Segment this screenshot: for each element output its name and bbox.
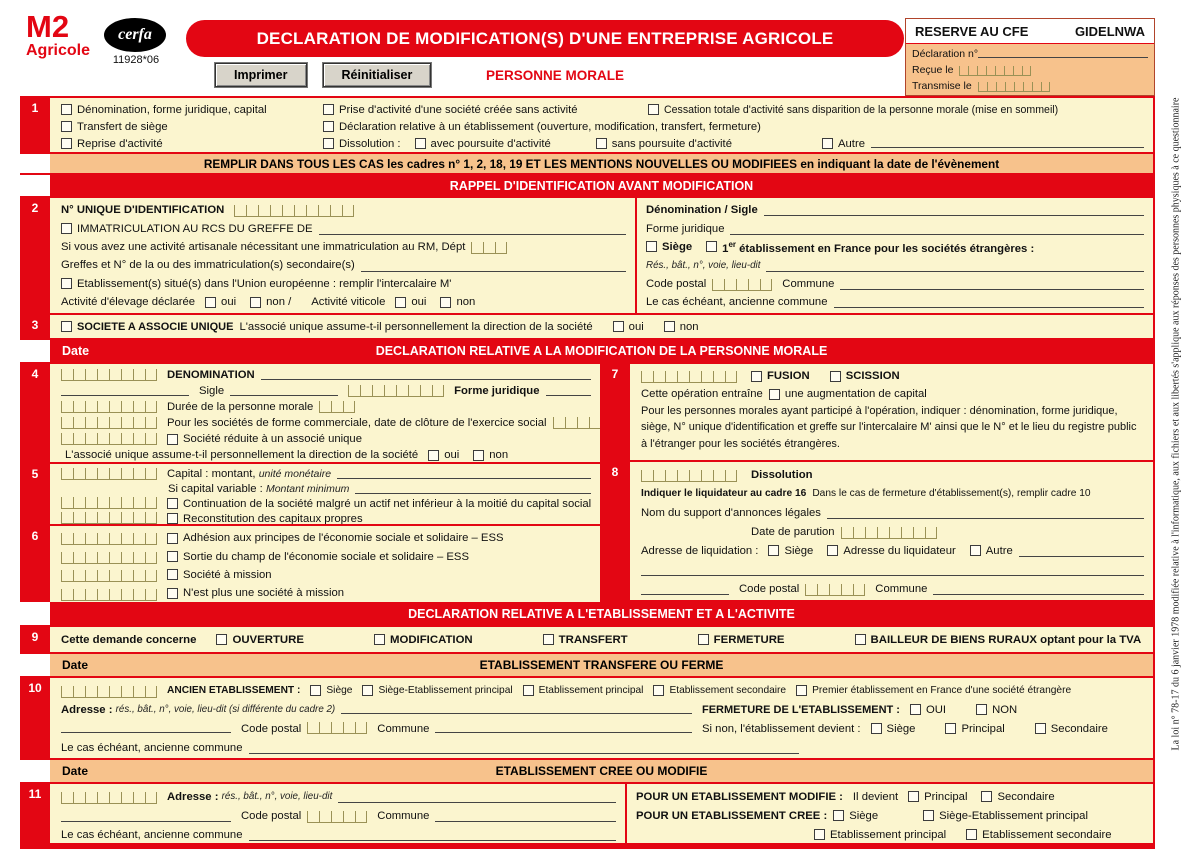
checkbox-viticole-oui[interactable]: [395, 297, 406, 308]
checkbox-declaration-etablissement[interactable]: [323, 121, 334, 132]
s11-date-comb[interactable]: [61, 792, 157, 804]
checkbox-s3-oui[interactable]: [613, 321, 624, 332]
denomination-field[interactable]: [261, 368, 591, 380]
liq-adresse-field[interactable]: [641, 564, 1144, 576]
s10-adresse-field[interactable]: [341, 702, 692, 714]
viticole-label: Activité viticole: [311, 296, 386, 309]
section-6-number: 6: [20, 526, 50, 602]
rcs-label: IMMATRICULATION AU RCS DU GREFFE DE: [77, 222, 313, 235]
checkbox-ancien-siege-ep[interactable]: [362, 685, 373, 696]
associe-unique-question: L'associé unique assume-t-il personnellement la direction de la société: [239, 320, 593, 333]
oui-label: OUI: [925, 703, 947, 716]
autre-label: Autre: [985, 544, 1013, 557]
checkbox-autre[interactable]: [822, 138, 833, 149]
section-6: [20, 524, 600, 602]
forme-juridique-label: Forme juridique: [454, 385, 540, 397]
s11-ancienne-commune-field[interactable]: [249, 829, 617, 841]
liquidateur-note: Dans le cas de fermeture d'établissement(s), remplir cadre 10: [812, 488, 1091, 499]
section-2-number: 2: [20, 198, 50, 313]
section-9-number: 9: [20, 627, 50, 652]
code-postal-label: Code postal: [646, 277, 707, 290]
rcs-greffe-field[interactable]: [319, 223, 626, 235]
adresse-liquidateur-label: Adresse du liquidateur: [843, 544, 956, 557]
checkbox-continuation[interactable]: [167, 498, 178, 509]
cloture-comb[interactable]: [553, 417, 600, 429]
etablissement-secondaire-label: Etablissement secondaire: [669, 685, 787, 696]
commune-field[interactable]: [840, 278, 1144, 290]
sigle-label: Sigle: [199, 385, 225, 397]
s6-mission-out-date-comb[interactable]: [61, 589, 157, 601]
checkbox-cree-es[interactable]: [966, 829, 977, 840]
operation-entraine-label: Cette opération entraîne: [641, 388, 763, 400]
cerfa-logo: [104, 18, 168, 66]
form-variant-label: Agricole: [26, 42, 91, 59]
non-label: NON: [992, 703, 1018, 716]
etab-cree-label: POUR UN ETABLISSEMENT CREE :: [636, 809, 828, 822]
checkbox-devient-principal[interactable]: [945, 723, 956, 734]
checkbox-rcs[interactable]: [61, 223, 72, 234]
checkbox-prise-activite[interactable]: [323, 104, 334, 115]
checkbox-devient-secondaire[interactable]: [1035, 723, 1046, 734]
checkbox-ancien-ep[interactable]: [523, 685, 534, 696]
section-1-number: 1: [20, 98, 50, 152]
liq-code-postal-comb[interactable]: [805, 584, 865, 596]
remplir-banner-row: [20, 152, 1153, 173]
annonces-legales-label: Nom du support d'annonces légales: [641, 506, 821, 519]
checkbox-associe-unique[interactable]: [61, 321, 72, 332]
checkbox-modification[interactable]: [374, 634, 385, 645]
reset-button[interactable]: Réinitialiser: [323, 63, 432, 87]
checkbox-ess-adhesion[interactable]: [167, 533, 178, 544]
non-label: non: [456, 296, 476, 309]
form-title: DECLARATION DE MODIFICATION(S) D'UNE ENTREPRISE AGRICOLE: [186, 20, 904, 57]
liq-commune-field[interactable]: [933, 583, 1144, 595]
checkbox-cree-siege[interactable]: [833, 810, 844, 821]
s10-adresse-cont-field[interactable]: [61, 721, 231, 733]
cfe-declaration-field[interactable]: [978, 46, 1148, 58]
cfe-title: RESERVE AU CFE: [915, 23, 1029, 39]
person-type-label: PERSONNE MORALE: [485, 68, 624, 83]
secondaire-label: Secondaire: [1050, 722, 1108, 735]
cree-banner: [50, 760, 1153, 782]
ess-sortie-label: Sortie du champ de l'économie sociale et solidaire – ESS: [183, 550, 469, 563]
checkbox-s3-non[interactable]: [664, 321, 675, 332]
associe-unique-question: L'associé unique assume-t-il personnellement la direction de la société: [65, 449, 419, 461]
ancienne-commune-label: Le cas échéant, ancienne commune: [61, 741, 243, 754]
societe-reduite-label: Société réduite à un associé unique: [183, 433, 362, 445]
checkbox-ancien-premier[interactable]: [796, 685, 807, 696]
liquidateur-note-bold: Indiquer le liquidateur au cadre 16: [641, 488, 807, 499]
checkbox-cessation-totale[interactable]: [648, 104, 659, 115]
continuation-label: Continuation de la société malgré un actif net inférieur à la moitié du capital social: [183, 497, 592, 510]
commune-label: Commune: [782, 277, 835, 290]
transfert-label: TRANSFERT: [558, 633, 628, 646]
ouverture-label: OUVERTURE: [232, 633, 304, 646]
siege-ep-label: Siège-Etablissement principal: [939, 809, 1088, 822]
print-button[interactable]: Imprimer: [215, 63, 307, 87]
premier-etablissement-label: établissement en France pour les sociétés étrangères :: [739, 242, 1035, 255]
unite-monetaire-label: unité monétaire: [258, 468, 332, 481]
cerfa-number: 11928*06: [112, 54, 160, 66]
id-unique-comb[interactable]: [234, 205, 354, 217]
checkbox-liq-siege[interactable]: [768, 545, 779, 556]
pm-banner-row: [20, 338, 1153, 362]
section-8-number: 8: [600, 462, 630, 600]
etablissement-principal-label: Etablissement principal: [830, 828, 947, 841]
denomination-cont-field[interactable]: [61, 384, 189, 396]
ue-label: Etablissement(s) situé(s) dans l'Union européenne : remplir l'intercalaire M': [77, 277, 452, 290]
code-postal-comb[interactable]: [712, 279, 772, 291]
checkbox-sans-poursuite[interactable]: [596, 138, 607, 149]
s10-code-postal-comb[interactable]: [307, 722, 367, 734]
transfert-siege-label: Transfert de siège: [77, 120, 168, 133]
s10-commune-field[interactable]: [435, 721, 692, 733]
fusion-note: Pour les personnes morales ayant participé à l'opération, indiquer : dénomination, forme juridique, siège, N° unique d'identification et greffe sur l'intercalaire M' ainsi que le N° et le lieu du registre public à l'étranger pour les sociétés étrangères.: [641, 405, 1137, 450]
forme-juridique-label: Forme juridique: [646, 222, 725, 235]
s4-date-comb[interactable]: [61, 369, 157, 381]
checkbox-fusion[interactable]: [751, 371, 762, 382]
checkbox-bailleur[interactable]: [855, 634, 866, 645]
checkbox-ue[interactable]: [61, 278, 72, 289]
ancienne-commune-label: Le cas échéant, ancienne commune: [646, 296, 828, 309]
demande-concerne-label: Cette demande concerne: [61, 633, 197, 646]
checkbox-cree-siege-ep[interactable]: [923, 810, 934, 821]
premier-etranger-label: Premier établissement en France d'une société étrangère: [812, 685, 1072, 696]
section-5: [20, 462, 600, 524]
elevage-label: Activité d'élevage déclarée: [61, 296, 196, 309]
adresse-liquidation-label: Adresse de liquidation :: [641, 544, 759, 557]
s6-ess-out-date-comb[interactable]: [61, 552, 157, 564]
augmentation-capital-label: une augmentation de capital: [784, 388, 927, 400]
s5-reconstitution-date-comb[interactable]: [61, 512, 157, 524]
il-devient-label: Il devient: [852, 790, 899, 803]
s10-ancienne-commune-field[interactable]: [249, 742, 799, 754]
siege-label: Siège: [326, 685, 353, 696]
checkbox-s4-non[interactable]: [473, 450, 484, 461]
non-label: non: [679, 320, 699, 333]
id-unique-label: N° UNIQUE D'IDENTIFICATION: [61, 204, 225, 217]
section-8: [600, 460, 1153, 600]
remplir-banner: REMPLIR DANS TOUS LES CAS les cadres n° 1, 2, 18, 19 ET LES MENTIONS NOUVELLES OU MODIFIEES en indiquant la date de l'évènement: [50, 154, 1153, 173]
checkbox-liq-adresse[interactable]: [827, 545, 838, 556]
etablissement-principal-label: Etablissement principal: [538, 685, 644, 696]
code-postal-label: Code postal: [739, 582, 800, 595]
ancienne-commune-field[interactable]: [834, 296, 1145, 308]
section-2: 2 N° UNIQUE D'IDENTIFICATION IMMATRICULATION AU RCS DU GREFFE DE Si vous avez une activité artisanale nécessitant une immatriculation au RM, Dépt Greffes et N° de la ou des immatriculation(s) secondaire(s) Etablissement(s) situé(s) dans l'Union européenne : remplir l'intercalaire M' Activité d'élevage déclarée oui non / Activité viticole oui non Dénomination / Sigle Forme juridique Siège 1er établissement en France pour les sociétés étrangères : Rés., bât., n°, voie, lieu-dit Code postal Commune Le cas échéant, ancienne commune: [20, 196, 1153, 313]
montant-minimum-label: Montant minimum: [265, 483, 350, 496]
autre-label: Autre: [837, 137, 865, 150]
fermeture-label: FERMETURE: [713, 633, 785, 646]
code-postal-label: Code postal: [241, 722, 302, 735]
reprise-activite-label: Reprise d'activité: [77, 137, 163, 150]
s11-adresse-cont-field[interactable]: [61, 810, 231, 822]
code-postal-label: Code postal: [241, 809, 302, 822]
checkbox-transfert-siege[interactable]: [61, 121, 72, 132]
checkbox-elevage-non[interactable]: [250, 297, 261, 308]
address-hint-label: Rés., bât., n°, voie, lieu-dit: [646, 259, 761, 271]
commune-label: Commune: [875, 582, 928, 595]
siege-label: Siège: [662, 240, 693, 253]
section-9: [20, 625, 1153, 652]
checkbox-fermeture-non[interactable]: [976, 704, 987, 715]
checkbox-modifie-principal[interactable]: [908, 791, 919, 802]
greffes-field[interactable]: [361, 260, 626, 272]
bailleur-label: BAILLEUR DE BIENS RURAUX optant pour la TVA: [870, 633, 1142, 646]
liq-autre-field[interactable]: [1019, 545, 1144, 557]
date-column-label: Date: [62, 344, 90, 358]
oui-label: oui: [411, 296, 427, 309]
section-7-number: 7: [600, 364, 630, 460]
cree-banner-title: ETABLISSEMENT CREE OU MODIFIE: [495, 764, 708, 778]
s7-date-comb[interactable]: [641, 371, 737, 383]
cessation-label: Cessation totale d'activité sans disparition de la personne morale (mise en sommeil): [664, 103, 1059, 116]
form-code: [26, 9, 91, 60]
checkbox-augmentation-capital[interactable]: [769, 389, 780, 400]
checkbox-transfert[interactable]: [543, 634, 554, 645]
cfe-received-label: Reçue le: [912, 64, 954, 76]
cfe-reserved-box: [905, 18, 1155, 96]
duree-comb[interactable]: [319, 401, 355, 413]
s5-date-comb[interactable]: [61, 468, 157, 480]
form-m2-body: [20, 96, 1155, 843]
declaration-etablissement-label: Déclaration relative à un établissement (ouverture, modification, transfert, fermeture): [339, 120, 761, 133]
section-3-number: 3: [20, 315, 50, 338]
ancien-etablissement-label: ANCIEN ETABLISSEMENT :: [167, 685, 301, 696]
checkbox-societe-mission[interactable]: [167, 569, 178, 580]
checkbox-cree-ep[interactable]: [814, 829, 825, 840]
s6-mission-date-comb[interactable]: [61, 570, 157, 582]
checkbox-ouverture[interactable]: [216, 634, 227, 645]
fusion-label: FUSION: [767, 370, 810, 382]
section-10-number: 10: [20, 678, 50, 758]
plus-mission-label: N'est plus une société à mission: [183, 587, 345, 600]
section-10: [20, 676, 1153, 758]
adresse-label: Adresse :: [61, 703, 113, 716]
capital-field[interactable]: [337, 467, 591, 479]
pm-banner-title: DECLARATION RELATIVE A LA MODIFICATION DE LA PERSONNE MORALE: [375, 344, 828, 358]
checkbox-devient-siege[interactable]: [871, 723, 882, 734]
siege-ep-label: Siège-Etablissement principal: [378, 685, 513, 696]
checkbox-liq-autre[interactable]: [970, 545, 981, 556]
modification-label: MODIFICATION: [389, 633, 473, 646]
capital-label: Capital : montant,: [167, 468, 256, 481]
rm-dept-comb[interactable]: [471, 242, 507, 254]
associe-unique-label: SOCIETE A ASSOCIE UNIQUE: [77, 320, 234, 333]
transfere-banner-row: [20, 652, 1153, 676]
checkbox-dissolution[interactable]: [323, 138, 334, 149]
principal-label: Principal: [924, 790, 968, 803]
cloture-label: Pour les sociétés de forme commerciale, date de clôture de l'exercice social: [167, 417, 547, 429]
s4-duree-date-comb[interactable]: [61, 401, 157, 413]
non-label: non /: [266, 296, 292, 309]
address-field[interactable]: [766, 260, 1144, 272]
section-11: [20, 782, 1153, 843]
checkbox-societe-reduite[interactable]: [167, 434, 178, 445]
checkbox-ancien-es[interactable]: [653, 685, 664, 696]
rappel-banner: RAPPEL D'IDENTIFICATION AVANT MODIFICATION: [50, 175, 1153, 196]
form-header: [0, 0, 1200, 96]
s11-commune-field[interactable]: [435, 810, 616, 822]
adresse-hint-label: rés., bât., n°, voie, lieu-dit: [221, 791, 333, 802]
cfe-transmitted-date-comb[interactable]: [978, 82, 1050, 92]
oui-label: oui: [444, 449, 460, 461]
scission-label: SCISSION: [845, 370, 900, 382]
forme-juridique-field[interactable]: [730, 223, 1144, 235]
autre-field[interactable]: [871, 136, 1144, 148]
section-11-number: 11: [20, 784, 50, 843]
societe-mission-label: Société à mission: [183, 568, 272, 581]
denomination-field-label: DENOMINATION: [167, 369, 255, 381]
cfe-received-date-comb[interactable]: [959, 66, 1031, 76]
section-5-number: 5: [20, 464, 50, 524]
form-code-label: M2: [26, 9, 70, 44]
checkbox-fermeture[interactable]: [698, 634, 709, 645]
section-1: [20, 96, 1153, 152]
pm-banner: [50, 340, 1153, 362]
dissolution-label: Dissolution :: [339, 137, 401, 150]
duree-label: Durée de la personne morale: [167, 401, 314, 413]
capital-variable-label: Si capital variable :: [168, 483, 263, 496]
date-parution-label: Date de parution: [751, 525, 835, 538]
greffes-label: Greffes et N° de la ou des immatriculation(s) secondaire(s): [61, 259, 355, 272]
fermeture-etablissement-label: FERMETURE DE L'ETABLISSEMENT :: [702, 703, 900, 716]
sans-poursuite-label: sans poursuite d'activité: [611, 137, 732, 150]
denomination-sigle-label: Dénomination / Sigle: [646, 204, 758, 217]
siege-label: Siège: [784, 544, 814, 557]
ancienne-commune-label: Le cas échéant, ancienne commune: [61, 828, 243, 841]
annonces-legales-field[interactable]: [827, 507, 1144, 519]
liq-adresse-cont-field[interactable]: [641, 583, 729, 595]
section-4-number: 4: [20, 364, 50, 462]
checkbox-ess-sortie[interactable]: [167, 551, 178, 562]
checkbox-s4-oui[interactable]: [428, 450, 439, 461]
section-7: [600, 364, 1153, 460]
transfere-banner: [50, 654, 1153, 676]
checkbox-siege[interactable]: [646, 241, 657, 252]
oui-label: oui: [628, 320, 644, 333]
prise-activite-label: Prise d'activité d'une société créée sans activité: [339, 103, 578, 116]
devient-label: Si non, l'établissement devient :: [702, 722, 861, 735]
date-parution-comb[interactable]: [841, 527, 937, 539]
reconstitution-label: Reconstitution des capitaux propres: [183, 512, 363, 524]
section-4: [20, 364, 600, 462]
checkbox-plus-mission[interactable]: [167, 588, 178, 599]
checkbox-premier-etablissement[interactable]: [706, 241, 717, 252]
non-label: non: [489, 449, 509, 461]
dissolution-title-label: Dissolution: [751, 468, 813, 481]
ess-adhesion-label: Adhésion aux principes de l'économie sociale et solidaire – ESS: [183, 532, 504, 545]
cerfa-oval-icon: cerfa: [104, 18, 166, 52]
etab-banner-row: [20, 600, 1153, 625]
s10-date-comb[interactable]: [61, 686, 157, 698]
adresse-label: Adresse :: [167, 790, 219, 803]
legal-footnote: La loi n° 78-17 du 6 janvier 1978 modifiée relative à l'informatique, aux fichiers et aux libertés s'applique aux réponses des personnes physiques à ce questionnaire: [1170, 97, 1182, 751]
etab-modifie-label: POUR UN ETABLISSEMENT MODIFIE :: [636, 790, 843, 803]
date-column-label: Date: [62, 764, 89, 778]
s11-adresse-field[interactable]: [338, 791, 616, 803]
forme-juridique-field[interactable]: [546, 384, 592, 396]
checkbox-elevage-oui[interactable]: [205, 297, 216, 308]
date-column-label: Date: [62, 658, 89, 672]
transfere-banner-title: ETABLISSEMENT TRANSFERE OU FERME: [479, 658, 724, 672]
checkbox-scission[interactable]: [830, 371, 841, 382]
cree-banner-row: [20, 758, 1153, 782]
checkbox-avec-poursuite[interactable]: [415, 138, 426, 149]
checkbox-reconstitution[interactable]: [167, 513, 178, 524]
s4-reduite-date-comb[interactable]: [61, 433, 157, 445]
commune-label: Commune: [377, 722, 430, 735]
s11-code-postal-comb[interactable]: [307, 811, 367, 823]
checkbox-fermeture-oui[interactable]: [910, 704, 921, 715]
cfe-code: GIDELNWA: [1074, 23, 1145, 39]
s8-date-comb[interactable]: [641, 470, 737, 482]
checkbox-ancien-siege[interactable]: [310, 685, 321, 696]
rappel-banner-row: [20, 173, 1153, 196]
sigle-field[interactable]: [230, 384, 338, 396]
siege-label: Siège: [849, 809, 879, 822]
rm-label: Si vous avez une activité artisanale nécessitant une immatriculation au RM, Dépt: [61, 240, 466, 253]
cfe-declaration-label: Déclaration n°: [912, 48, 979, 60]
s5-continuation-date-comb[interactable]: [61, 497, 157, 509]
denomination-option-label: Dénomination, forme juridique, capital: [77, 103, 267, 116]
s4-forme-date-comb[interactable]: [348, 385, 444, 397]
commune-label: Commune: [377, 809, 430, 822]
checkbox-viticole-non[interactable]: [440, 297, 451, 308]
s6-ess-in-date-comb[interactable]: [61, 533, 157, 545]
bottom-red-strip: [20, 843, 1155, 849]
checkbox-reprise-activite[interactable]: [61, 138, 72, 149]
siege-label: Siège: [886, 722, 916, 735]
etab-banner: DECLARATION RELATIVE A L'ETABLISSEMENT ET A L'ACTIVITE: [50, 602, 1153, 625]
secondaire-label: Secondaire: [997, 790, 1055, 803]
etablissement-secondaire-label: Etablissement secondaire: [982, 828, 1112, 841]
section-3: [20, 313, 1153, 338]
denomination-sigle-field[interactable]: [764, 204, 1144, 216]
s4-cloture-date-comb[interactable]: [61, 417, 157, 429]
sections-4-to-8: [20, 362, 1153, 600]
oui-label: oui: [221, 296, 237, 309]
montant-minimum-field[interactable]: [355, 482, 591, 494]
checkbox-denomination-forme-capital[interactable]: [61, 104, 72, 115]
checkbox-modifie-secondaire[interactable]: [981, 791, 992, 802]
principal-label: Principal: [961, 722, 1005, 735]
adresse-hint-label: rés., bât., n°, voie, lieu-dit (si différente du cadre 2): [115, 704, 336, 715]
cfe-transmitted-label: Transmise le: [912, 80, 972, 92]
avec-poursuite-label: avec poursuite d'activité: [430, 137, 551, 150]
